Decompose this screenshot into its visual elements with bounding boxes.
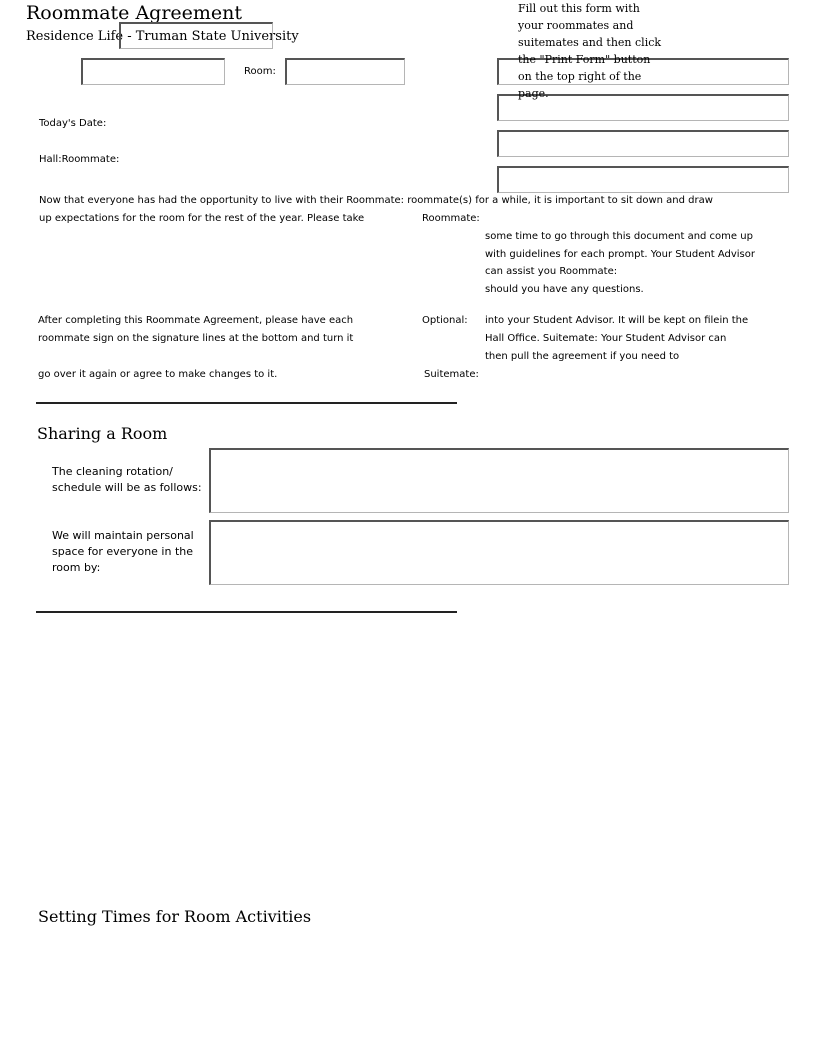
instructions-line: Fill out this form with	[518, 2, 640, 15]
intro-line: Now that everyone has had the opportunity to live with their Roommate: roommate(s) for a while, it is important to sit down and draw	[39, 195, 713, 206]
intro-line: with guidelines for each prompt. Your Student Advisor	[485, 249, 755, 260]
instructions-line: page.	[518, 87, 549, 100]
cleaning-label-line: schedule will be as follows:	[52, 481, 202, 494]
section-title-sharing: Sharing a Room	[37, 424, 168, 443]
page-title: Roommate Agreement	[26, 2, 243, 24]
page-subtitle: Residence Life - Truman State University	[26, 29, 299, 44]
personal-space-label-line: space for everyone in the	[52, 545, 194, 558]
hall-roommate-label: Hall:Roommate:	[39, 154, 120, 165]
intro-line: can assist you Roommate:	[485, 266, 618, 277]
intro-line: roommate sign on the signature lines at the bottom and turn it	[38, 333, 354, 344]
intro-line: Suitemate:	[424, 369, 479, 380]
personal-space-field[interactable]	[209, 520, 789, 585]
intro-line: some time to go through this document and come up	[485, 231, 753, 242]
todays-date-label: Today's Date:	[39, 118, 107, 129]
intro-line: After completing this Roommate Agreement, please have each	[38, 315, 354, 326]
room-label: Room:	[244, 66, 276, 77]
instructions-line: suitemates and then click	[518, 36, 662, 49]
instructions-line: your roommates and	[518, 19, 634, 32]
instructions-line: on the top right of the	[518, 70, 642, 83]
intro-line: go over it again or agree to make changes to it.	[38, 369, 278, 380]
instructions-note	[518, 0, 678, 102]
intro-line: should you have any questions.	[485, 284, 644, 295]
roommate-field-3[interactable]	[497, 130, 789, 157]
intro-line: then pull the agreement if you need to	[485, 351, 680, 362]
section-divider	[36, 611, 457, 613]
intro-line: Hall Office. Suitemate: Your Student Advisor can	[485, 333, 727, 344]
header-overlay-field[interactable]	[119, 22, 273, 49]
section-divider	[36, 402, 457, 404]
intro-line: Optional:	[422, 315, 468, 326]
instructions-line: the "Print Form" button	[518, 53, 651, 66]
personal-space-label-line: room by:	[52, 561, 101, 574]
section-title-activities: Setting Times for Room Activities	[38, 907, 312, 926]
cleaning-schedule-field[interactable]	[209, 448, 789, 513]
personal-space-label	[52, 528, 194, 576]
personal-space-label-line: We will maintain personal	[52, 529, 194, 542]
intro-line: into your Student Advisor. It will be kept on filein the	[485, 315, 749, 326]
cleaning-label	[52, 464, 202, 496]
hall-field[interactable]	[81, 58, 225, 85]
cleaning-label-line: The cleaning rotation/	[52, 465, 173, 478]
intro-line: up expectations for the room for the rest of the year. Please take	[39, 213, 365, 224]
intro-line: Roommate:	[422, 213, 480, 224]
room-field[interactable]	[285, 58, 405, 85]
roommate-field-4[interactable]	[497, 166, 789, 193]
